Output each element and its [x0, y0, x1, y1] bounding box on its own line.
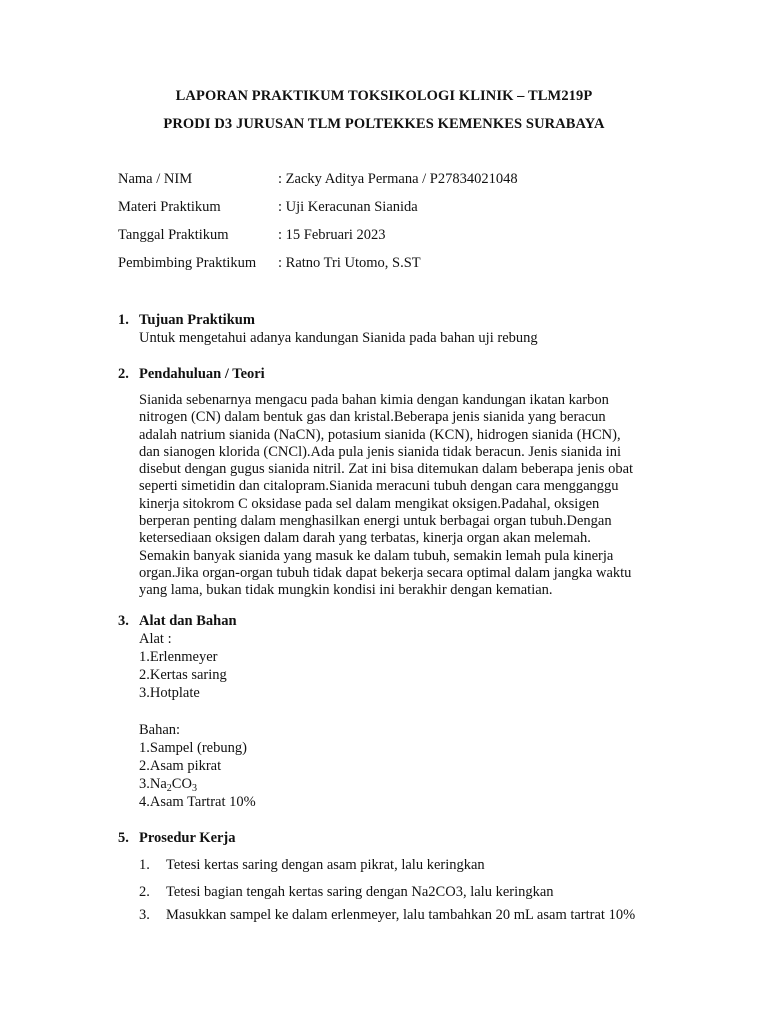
formula-subscript: 3	[191, 783, 197, 794]
paragraph-line: disebut dengan gugus sianida nitril. Zat ini bisa ditemukan dalam beberapa jenis obat	[139, 461, 634, 478]
bahan-item: 1.Sampel (rebung)	[139, 740, 247, 756]
section-number: 1.	[118, 312, 129, 328]
step-number: 2.	[139, 884, 150, 900]
section-number: 2.	[118, 366, 129, 382]
info-value-nama: : Zacky Aditya Permana / P27834021048	[278, 171, 518, 187]
alat-label: Alat :	[139, 631, 172, 647]
formula-subscript: 2	[166, 783, 172, 794]
formula-part: CO	[171, 776, 192, 792]
paragraph-line: yang lama, bukan tidak mungkin kondisi ini berakhir dengan kematian.	[139, 582, 553, 599]
alat-item: 2.Kertas saring	[139, 667, 227, 683]
paragraph-line: ketersediaan oksigen dalam darah yang terbatas, kinerja organ akan melemah.	[139, 530, 591, 547]
paragraph-line: nitrogen (CN) dalam bentuk gas dan kristal.Beberapa jenis sianida yang beracun	[139, 409, 606, 426]
paragraph-line: kinerja sitokrom C oksidase pada sel dalam mengikat oksigen.Padahal, oksigen	[139, 495, 600, 512]
info-label-materi: Materi Praktikum	[118, 199, 221, 215]
paragraph-line: seperti simetidin dan citalopram.Sianida meracuni tubuh dengan cara mengganggu	[139, 478, 619, 495]
info-value-pembimbing: : Ratno Tri Utomo, S.ST	[278, 255, 421, 271]
paragraph-line: organ.Jika organ-organ tubuh tidak dapat bekerja secara optimal dalam jangka waktu	[139, 564, 632, 581]
report-subtitle: PRODI D3 JURUSAN TLM POLTEKKES KEMENKES SURABAYA	[163, 116, 605, 132]
step-text: Masukkan sampel ke dalam erlenmeyer, lalu tambahkan 20 mL asam tartrat 10%	[166, 907, 636, 923]
info-value-tanggal: : 15 Februari 2023	[278, 227, 386, 243]
step-number: 1.	[139, 857, 150, 873]
step-number: 3.	[139, 907, 150, 923]
step-text: Tetesi kertas saring dengan asam pikrat, lalu keringkan	[166, 857, 485, 873]
section-title: Pendahuluan / Teori	[139, 366, 265, 382]
info-label-pembimbing: Pembimbing Praktikum	[118, 255, 257, 271]
bahan-item: 2.Asam pikrat	[139, 758, 222, 774]
step-text: Tetesi bagian tengah kertas saring dengan Na2CO3, lalu keringkan	[166, 884, 554, 900]
paragraph-line: adalah natrium sianida (NaCN), potasium sianida (KCN), hidrogen sianida (HCN),	[139, 426, 621, 443]
section-number: 5.	[118, 830, 129, 846]
alat-item: 3.Hotplate	[139, 685, 200, 701]
section-title: Alat dan Bahan	[139, 613, 237, 629]
bahan-label: Bahan:	[139, 722, 181, 738]
section-title: Tujuan Praktikum	[139, 312, 255, 328]
bahan-item: 4.Asam Tartrat 10%	[139, 794, 256, 810]
paragraph-line: berperan penting dalam menghasilkan energi untuk berbagai organ tubuh.Dengan	[139, 513, 612, 530]
info-label-nama: Nama / NIM	[118, 171, 193, 187]
paragraph-line: Sianida sebenarnya mengacu pada bahan kimia dengan kandungan ikatan karbon	[139, 392, 609, 408]
info-value-materi: : Uji Keracunan Sianida	[278, 199, 418, 215]
tujuan-text: Untuk mengetahui adanya kandungan Sianida pada bahan uji rebung	[139, 330, 538, 346]
report-title: LAPORAN PRAKTIKUM TOKSIKOLOGI KLINIK – TLM219P	[175, 88, 593, 104]
teori-paragraph	[139, 392, 679, 600]
alat-item: 1.Erlenmeyer	[139, 649, 218, 665]
formula-part: 3.Na	[139, 776, 167, 792]
info-label-tanggal: Tanggal Praktikum	[118, 227, 229, 243]
paragraph-line: dan sianogen klorida (CNCl).Ada pula jenis sianida tidak beracun. Jenis sianida ini	[139, 443, 622, 460]
section-title: Prosedur Kerja	[139, 830, 236, 846]
bahan-item-na2co3	[139, 776, 197, 793]
paragraph-line: Semakin banyak sianida yang masuk ke dalam tubuh, semakin lemah pula kinerja	[139, 547, 614, 564]
section-number: 3.	[118, 613, 129, 629]
